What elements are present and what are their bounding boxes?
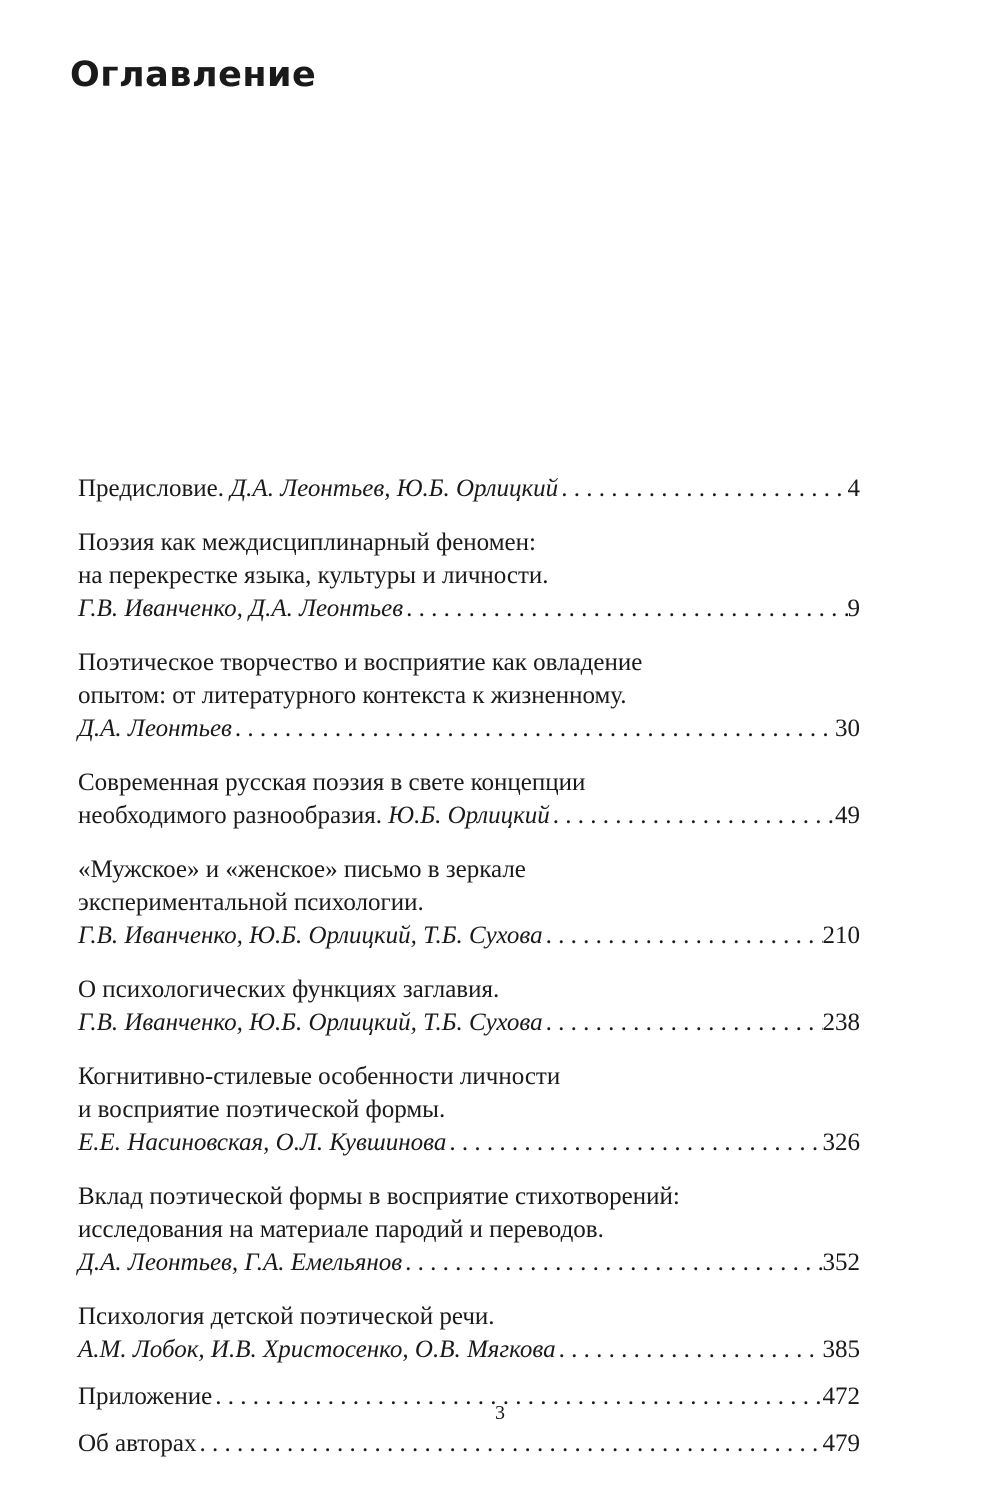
toc-entry-title-line: опытом: от литературного контекста к жизненному. xyxy=(78,682,627,709)
dot-leader xyxy=(197,1427,823,1460)
toc-entry-page: 385 xyxy=(822,1336,860,1363)
toc-entry-authors: Д.А. Леонтьев, Г.А. Емельянов xyxy=(78,1249,403,1276)
toc-entry-last-line xyxy=(78,712,860,745)
toc-entry-title-line: исследования на материале пародий и переводов. xyxy=(78,1216,604,1243)
toc-entry-page: 238 xyxy=(822,1009,860,1036)
toc-entry-title-line: экспериментальной психологии. xyxy=(78,889,424,916)
toc-entry-title-line: Современная русская поэзия в свете концепции xyxy=(78,769,586,796)
toc-entry-authors: А.М. Лобок, И.В. Христосенко, О.В. Мягкова xyxy=(78,1336,556,1363)
toc-entry-title-line: Вклад поэтической формы в восприятие стихотворений: xyxy=(78,1183,680,1210)
toc-entry-male-female-writing[interactable] xyxy=(78,853,860,952)
toc-entry-authors: Ю.Б. Орлицкий xyxy=(388,802,550,829)
toc-entry-page: 472 xyxy=(822,1383,860,1410)
toc-entry-cognitive-styles[interactable] xyxy=(78,1060,860,1159)
toc-entry-page: 9 xyxy=(847,595,860,622)
toc-entry-authors: Е.Е. Насиновская, О.Л. Кувшинова xyxy=(78,1129,447,1156)
table-of-contents xyxy=(78,472,860,1474)
toc-entry-last-line xyxy=(78,592,860,625)
toc-entry-title: Предисловие. xyxy=(78,475,231,502)
dot-leader xyxy=(556,1333,823,1366)
toc-entry-page: 326 xyxy=(822,1129,860,1156)
toc-entry-page: 479 xyxy=(822,1430,860,1457)
dot-leader xyxy=(402,1246,822,1279)
toc-entry-title-line: Поэзия как междисциплинарный феномен: xyxy=(78,529,536,556)
toc-entry-title-line: на перекрестке языка, культуры и личности. xyxy=(78,562,549,589)
toc-entry-preface[interactable] xyxy=(78,472,860,505)
toc-entry-last-line xyxy=(78,1006,860,1039)
toc-entry-authors: Д.А. Леонтьев xyxy=(78,715,232,742)
toc-entry-poetic-creativity[interactable] xyxy=(78,646,860,745)
toc-entry-title: Приложение xyxy=(78,1383,213,1410)
toc-entry-authors: Г.В. Иванченко, Д.А. Леонтьев xyxy=(78,595,404,622)
toc-entry-last-line xyxy=(78,1427,860,1460)
toc-entry-authors: Г.В. Иванченко, Ю.Б. Орлицкий, Т.Б. Сухова xyxy=(78,922,543,949)
toc-entry-poetic-form-contribution[interactable] xyxy=(78,1180,860,1279)
page-number: 3 xyxy=(495,1402,505,1424)
toc-entry-about-authors[interactable] xyxy=(78,1427,860,1460)
dot-leader xyxy=(543,919,823,952)
toc-entry-last-line xyxy=(78,919,860,952)
toc-entry-title-line: Поэтическое творчество и восприятие как овладение xyxy=(78,649,643,676)
toc-entry-page: 30 xyxy=(835,715,860,742)
toc-entry-poetry-interdisciplinary[interactable] xyxy=(78,526,860,625)
toc-entry-title-line: Психология детской поэтической речи. xyxy=(78,1303,495,1330)
dot-leader xyxy=(550,799,835,832)
dot-leader xyxy=(446,1126,822,1159)
toc-entry-last-line xyxy=(78,799,860,832)
toc-entry-last-line xyxy=(78,1126,860,1159)
dot-leader xyxy=(403,592,847,625)
toc-entry-title-line: «Мужское» и «женское» письмо в зеркале xyxy=(78,856,526,883)
dot-leader xyxy=(558,472,847,505)
dot-leader xyxy=(232,712,835,745)
toc-entry-title-line: О психологических функциях заглавия. xyxy=(78,976,500,1003)
toc-entry-authors: Д.А. Леонтьев, Ю.Б. Орлицкий xyxy=(230,475,559,502)
toc-entry-last-line xyxy=(78,1246,860,1279)
dot-leader xyxy=(543,1006,823,1039)
toc-entry-page: 49 xyxy=(835,802,860,829)
toc-entry-title: необходимого разнообразия. xyxy=(78,802,389,829)
toc-entry-page: 4 xyxy=(847,475,860,502)
toc-entry-page: 210 xyxy=(822,922,860,949)
toc-entry-last-line xyxy=(78,472,860,505)
toc-entry-title: Об авторах xyxy=(78,1430,197,1457)
toc-entry-title-line: и восприятие поэтической формы. xyxy=(78,1096,446,1123)
toc-entry-title-functions[interactable] xyxy=(78,973,860,1039)
toc-entry-authors: Г.В. Иванченко, Ю.Б. Орлицкий, Т.Б. Сухова xyxy=(78,1009,543,1036)
toc-entry-title-line: Когнитивно-стилевые особенности личности xyxy=(78,1063,561,1090)
page-title: Оглавление xyxy=(70,55,317,95)
toc-entry-modern-russian-poetry[interactable] xyxy=(78,766,860,832)
toc-entry-page: 352 xyxy=(822,1249,860,1276)
toc-entry-last-line xyxy=(78,1333,860,1366)
toc-entry-child-poetic-speech[interactable] xyxy=(78,1300,860,1366)
